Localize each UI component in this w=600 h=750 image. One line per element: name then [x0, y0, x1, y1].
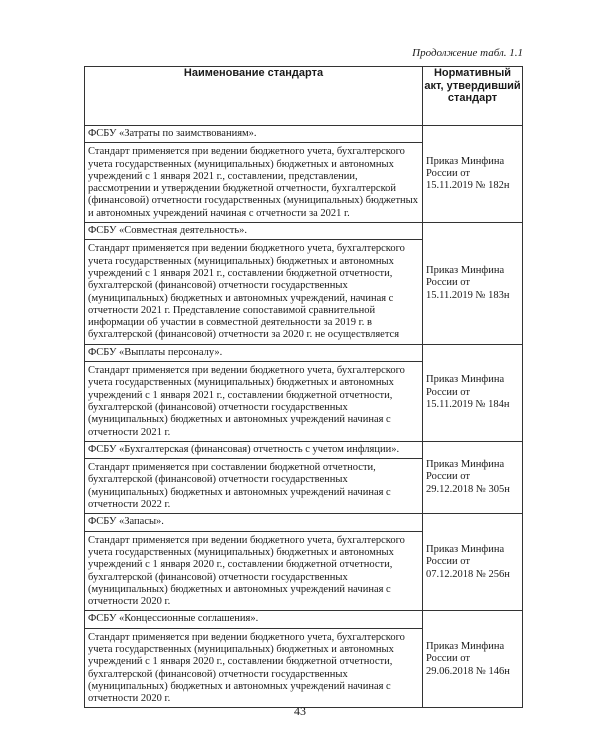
table-row: [85, 344, 523, 441]
standard-cell: [85, 514, 423, 611]
standard-title: ФСБУ «Совместная деятельность».: [85, 225, 422, 240]
standard-title: ФСБУ «Выплаты персоналу».: [85, 347, 422, 362]
normative-act-cell: Приказ Минфина России от 29.12.2018 № 305н: [423, 441, 523, 513]
normative-act-cell: Приказ Минфина России от 07.12.2018 № 256н: [423, 514, 523, 611]
normative-act-cell: Приказ Минфина России от 15.11.2019 № 184н: [423, 344, 523, 441]
standard-title: ФСБУ «Концессионные соглашения».: [85, 613, 422, 628]
standard-description: Стандарт применяется при ведении бюджетного учета, бухгалтерского учета государственных (муниципальных) бюджетных и автономных учреждений с 1 января 2020 г., составлении бюджетной отчетности, бухгалтерской (финансовой) отчетности государственных (муниципальных) бюджетных и автономных учреждений начиная с отчетности 2020 г.: [88, 534, 405, 608]
standard-cell: [85, 611, 423, 708]
standard-description: Стандарт применяется при ведении бюджетного учета, бухгалтерского учета государственных (муниципальных) бюджетных и автономных учреждений с 1 января 2021 г., составлении бюджетной отчетности, бухгалтерской (финансовой) отчетности государственных (муниципальных) бюджетных и автономных учреждений начиная с отчетности 2021 г.: [88, 365, 405, 438]
header-standard-name: Наименование стандарта: [85, 67, 423, 126]
normative-act-cell: Приказ Минфина России от 15.11.2019 № 182н: [423, 126, 523, 223]
table-row: [85, 441, 523, 513]
normative-act-cell: Приказ Минфина России от 29.06.2018 № 146н: [423, 611, 523, 708]
standards-table: [84, 66, 523, 708]
standard-title: ФСБУ «Бухгалтерская (финансовая) отчетность с учетом инфляции».: [85, 444, 422, 459]
header-normative-act: Нормативный акт, утвердивший стандарт: [423, 67, 523, 126]
table-row: [85, 223, 523, 345]
standard-description: Стандарт применяется при составлении бюджетной отчетности, бухгалтерской (финансовой) отчетности государственных (муниципальных) бюджетных и автономных учреждений начиная с отчетности 2022 г.: [88, 462, 391, 511]
normative-act-cell: Приказ Минфина России от 15.11.2019 № 183н: [423, 223, 523, 345]
standard-description: Стандарт применяется при ведении бюджетного учета, бухгалтерского учета государственных (муниципальных) бюджетных и автономных учреждений с 1 января 2021 г., составлении, представлении, рассмотрении и утверждении бюджетной отчетности, бухгалтерской (финансовой) отчетности государственных (муниципальных) бюджетных и автономных учреждений начиная с отчетности за 2021 г.: [88, 146, 418, 219]
standard-cell: [85, 223, 423, 345]
table-row: [85, 611, 523, 708]
standard-description: Стандарт применяется при ведении бюджетного учета, бухгалтерского учета государственных (муниципальных) бюджетных и автономных учреждений с 1 января 2021 г., составлении бюджетной отчетности, бухгалтерской (финансовой) отчетности государственных (муниципальных) бюджетных и автономных учреждений, начиная с отчетности 2021 г. Представление сопоставимой сравнительной информации об участии в совместной деятельности за 2019 г. в бухгалтерской (финансовой) отчетности за 2020 г. не осуществляется: [88, 243, 405, 341]
table-row: [85, 126, 523, 223]
table-caption: Продолжение табл. 1.1: [412, 47, 523, 59]
standard-title: ФСБУ «Запасы».: [85, 516, 422, 531]
standard-cell: [85, 441, 423, 513]
standard-description: Стандарт применяется при ведении бюджетного учета, бухгалтерского учета государственных (муниципальных) бюджетных и автономных учреждений с 1 января 2020 г., составлении бюджетной отчетности, бухгалтерской (финансовой) отчетности государственных (муниципальных) бюджетных и автономных учреждений начиная с отчетности 2020 г.: [88, 631, 405, 705]
table-row: [85, 514, 523, 611]
standard-cell: [85, 126, 423, 223]
table-header-row: [85, 67, 523, 126]
standard-cell: [85, 344, 423, 441]
page-number: 43: [294, 704, 306, 718]
standard-title: ФСБУ «Затраты по заимствованиям».: [85, 128, 422, 143]
